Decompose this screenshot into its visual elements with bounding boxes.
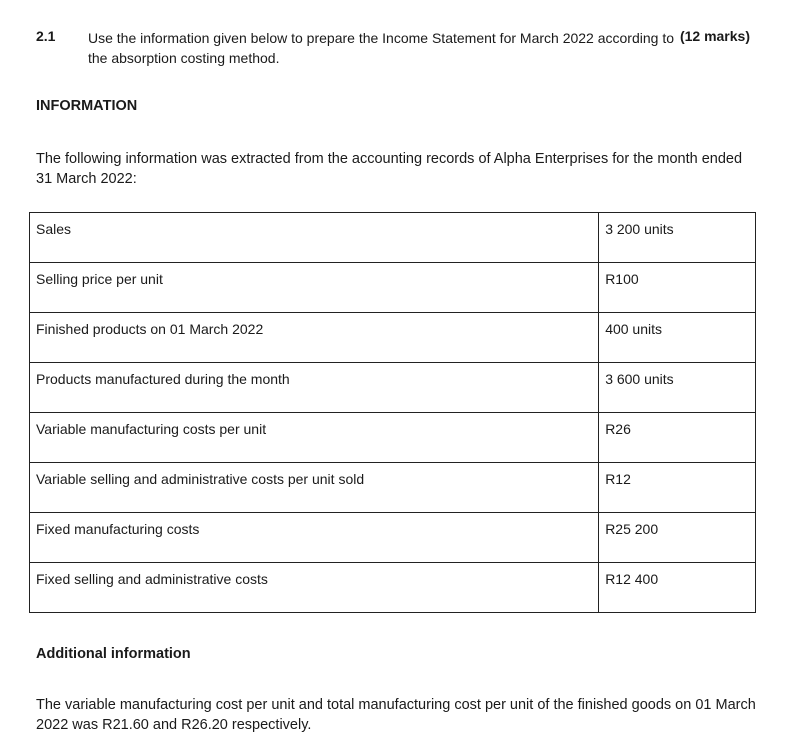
row-label: Products manufactured during the month <box>30 363 599 413</box>
additional-heading: Additional information <box>36 646 191 662</box>
table-row <box>30 463 756 513</box>
row-value: 3 600 units <box>599 363 756 413</box>
row-value: R25 200 <box>599 513 756 563</box>
row-label: Fixed selling and administrative costs <box>30 563 599 613</box>
information-heading: INFORMATION <box>36 98 138 114</box>
row-value: 400 units <box>599 313 756 363</box>
row-label: Variable selling and administrative costs per unit sold <box>30 463 599 513</box>
row-value: 3 200 units <box>599 213 756 263</box>
question-marks: (12 marks) <box>679 28 750 44</box>
row-label: Fixed manufacturing costs <box>30 513 599 563</box>
table-row <box>30 413 756 463</box>
row-label: Sales <box>30 213 599 263</box>
table-row <box>30 513 756 563</box>
row-value: R100 <box>599 263 756 313</box>
row-label: Selling price per unit <box>30 263 599 313</box>
row-value: R26 <box>599 413 756 463</box>
table-row <box>30 313 756 363</box>
table-row <box>30 563 756 613</box>
table-row <box>30 363 756 413</box>
additional-text: The variable manufacturing cost per unit and total manufacturing cost per unit of the finished goods on 01 March 2022 was R21.60 and R26.20 respectively. <box>36 697 756 733</box>
table-row <box>30 263 756 313</box>
row-label: Variable manufacturing costs per unit <box>30 413 599 463</box>
row-label: Finished products on 01 March 2022 <box>30 313 599 363</box>
information-table <box>29 212 756 613</box>
question-text: Use the information given below to prepare the Income Statement for March 2022 according to the absorption costing method. <box>88 30 674 66</box>
question-number: 2.1 <box>36 28 56 44</box>
row-value: R12 400 <box>599 563 756 613</box>
table-row <box>30 213 756 263</box>
row-value: R12 <box>599 463 756 513</box>
information-intro: The following information was extracted from the accounting records of Alpha Enterprises for the month ended 31 March 2022: <box>36 151 743 187</box>
